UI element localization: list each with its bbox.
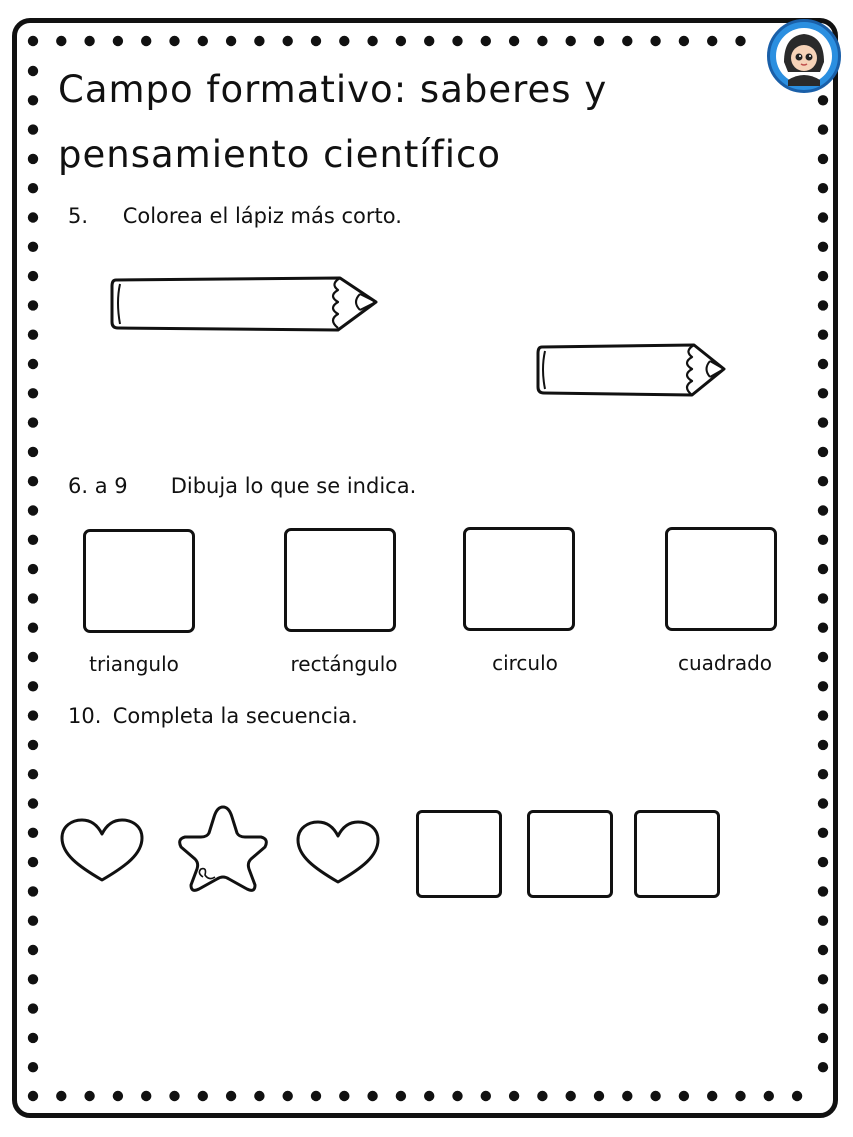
border-dot (28, 564, 38, 574)
question-5 (68, 204, 402, 228)
border-dot (28, 66, 38, 76)
border-dot (818, 886, 828, 896)
border-dot (792, 1091, 802, 1101)
border-dot (566, 1091, 576, 1101)
sequence-item-3 (294, 820, 382, 888)
page-title-line-1: Campo formativo: saberes y (58, 68, 608, 111)
border-dot (28, 916, 38, 926)
border-dot (818, 505, 828, 515)
pencil-icon (538, 345, 724, 395)
border-dot (818, 1003, 828, 1013)
border-dot (818, 417, 828, 427)
border-dot (113, 36, 123, 46)
border-dot (818, 798, 828, 808)
sequence-item-2 (175, 803, 271, 895)
border-dot (28, 271, 38, 281)
question-6-9-text: Dibuja lo que se indica. (170, 474, 417, 498)
border-dot (566, 36, 576, 46)
border-dot (818, 535, 828, 545)
border-dot (452, 36, 462, 46)
short-pencil[interactable] (534, 341, 729, 399)
border-dot (764, 1091, 774, 1101)
border-dot (537, 36, 547, 46)
question-10-number: 10. (68, 704, 102, 728)
border-dot (818, 769, 828, 779)
border-dot (28, 974, 38, 984)
border-dot (84, 1091, 94, 1101)
border-dot (818, 681, 828, 691)
border-dot (28, 447, 38, 457)
border-dot (818, 593, 828, 603)
border-dot (28, 183, 38, 193)
border-dot (481, 36, 491, 46)
border-dot (622, 36, 632, 46)
border-dot (283, 1091, 293, 1101)
border-dot (28, 1062, 38, 1072)
draw-box-square[interactable] (665, 527, 777, 631)
border-dot (28, 769, 38, 779)
border-dot (84, 36, 94, 46)
border-dot (481, 1091, 491, 1101)
border-dot (169, 36, 179, 46)
border-dot (424, 36, 434, 46)
border-dot (226, 1091, 236, 1101)
border-dot (818, 242, 828, 252)
border-dot (818, 974, 828, 984)
border-dot (818, 271, 828, 281)
border-dot (707, 1091, 717, 1101)
border-dot (818, 124, 828, 134)
sequence-item-1 (58, 818, 146, 886)
border-dot (339, 1091, 349, 1101)
sequence-blank-2[interactable] (527, 810, 613, 898)
border-dot (141, 1091, 151, 1101)
border-dot (735, 1091, 745, 1101)
sequence-blank-3[interactable] (634, 810, 720, 898)
border-dot (28, 828, 38, 838)
teacher-avatar-logo-icon (767, 19, 841, 93)
border-dot (28, 652, 38, 662)
heart-icon (62, 820, 142, 880)
question-5-text: Colorea el lápiz más corto. (122, 204, 402, 228)
border-dot (254, 36, 264, 46)
border-dot (226, 36, 236, 46)
border-dot (28, 212, 38, 222)
border-dot (28, 36, 38, 46)
border-dot (818, 564, 828, 574)
border-dot (28, 593, 38, 603)
border-dot (28, 1033, 38, 1043)
border-dot (28, 886, 38, 896)
border-dot (818, 476, 828, 486)
border-dot (707, 36, 717, 46)
border-dot (818, 916, 828, 926)
border-dot (818, 300, 828, 310)
border-dot (679, 1091, 689, 1101)
border-dot (311, 1091, 321, 1101)
label-triangulo: triangulo (89, 652, 179, 676)
border-dot (818, 183, 828, 193)
border-dot (818, 330, 828, 340)
border-dot (28, 535, 38, 545)
border-dot (396, 1091, 406, 1101)
border-dot (818, 857, 828, 867)
heart-icon (298, 822, 378, 882)
page-title-line-2: pensamiento científico (58, 133, 502, 176)
border-dot (818, 359, 828, 369)
border-dot (28, 857, 38, 867)
star-icon (180, 807, 267, 890)
border-dot (818, 623, 828, 633)
draw-box-rectangle[interactable] (284, 528, 396, 632)
border-dot (818, 388, 828, 398)
draw-box-circle[interactable] (463, 527, 575, 631)
border-dot (141, 36, 151, 46)
border-dot (28, 388, 38, 398)
border-dot (28, 124, 38, 134)
border-dot (594, 36, 604, 46)
border-dot (509, 36, 519, 46)
border-dot (537, 1091, 547, 1101)
border-dot (679, 36, 689, 46)
question-5-number: 5. (68, 204, 89, 228)
border-dot (28, 945, 38, 955)
border-dot (28, 798, 38, 808)
border-dot (28, 476, 38, 486)
border-dot (818, 1033, 828, 1043)
border-dot (650, 1091, 660, 1101)
border-dot (818, 740, 828, 750)
border-dot (818, 154, 828, 164)
pencil-icon (112, 278, 376, 330)
border-dot (818, 95, 828, 105)
question-10 (68, 704, 358, 728)
border-dot (28, 740, 38, 750)
border-dot (56, 36, 66, 46)
border-dot (735, 36, 745, 46)
label-rectangulo: rectángulo (290, 652, 398, 676)
border-dot (396, 36, 406, 46)
border-dot (622, 1091, 632, 1101)
border-dot (818, 828, 828, 838)
border-dot (818, 945, 828, 955)
border-dot (509, 1091, 519, 1101)
label-circulo: circulo (492, 651, 558, 675)
border-dot (56, 1091, 66, 1101)
border-dot (367, 1091, 377, 1101)
border-dot (650, 36, 660, 46)
question-6-9-number: 6. a 9 (68, 474, 128, 498)
border-dot (28, 710, 38, 720)
border-dot (28, 1003, 38, 1013)
border-dot (28, 300, 38, 310)
border-dot (424, 1091, 434, 1101)
border-dot (818, 1062, 828, 1072)
border-dot (594, 1091, 604, 1101)
border-dot (818, 652, 828, 662)
border-dot (339, 36, 349, 46)
border-dot (28, 154, 38, 164)
border-dot (28, 505, 38, 515)
border-dot (818, 447, 828, 457)
border-dot (28, 359, 38, 369)
border-dot (311, 36, 321, 46)
border-dot (198, 36, 208, 46)
border-dot (28, 623, 38, 633)
border-dot (28, 681, 38, 691)
border-dot (28, 330, 38, 340)
border-dot (28, 242, 38, 252)
border-dot (28, 95, 38, 105)
label-cuadrado: cuadrado (677, 651, 773, 675)
question-10-text: Completa la secuencia. (112, 704, 358, 728)
border-dot (818, 710, 828, 720)
draw-box-triangle[interactable] (83, 529, 195, 633)
border-dot (198, 1091, 208, 1101)
sequence-blank-1[interactable] (416, 810, 502, 898)
border-dot (452, 1091, 462, 1101)
border-dot (28, 1091, 38, 1101)
border-dot (254, 1091, 264, 1101)
border-dot (367, 36, 377, 46)
question-6-9 (68, 474, 416, 498)
border-dot (28, 417, 38, 427)
border-dot (113, 1091, 123, 1101)
border-dot (283, 36, 293, 46)
border-dot (169, 1091, 179, 1101)
border-dot (818, 212, 828, 222)
long-pencil[interactable] (108, 272, 383, 334)
